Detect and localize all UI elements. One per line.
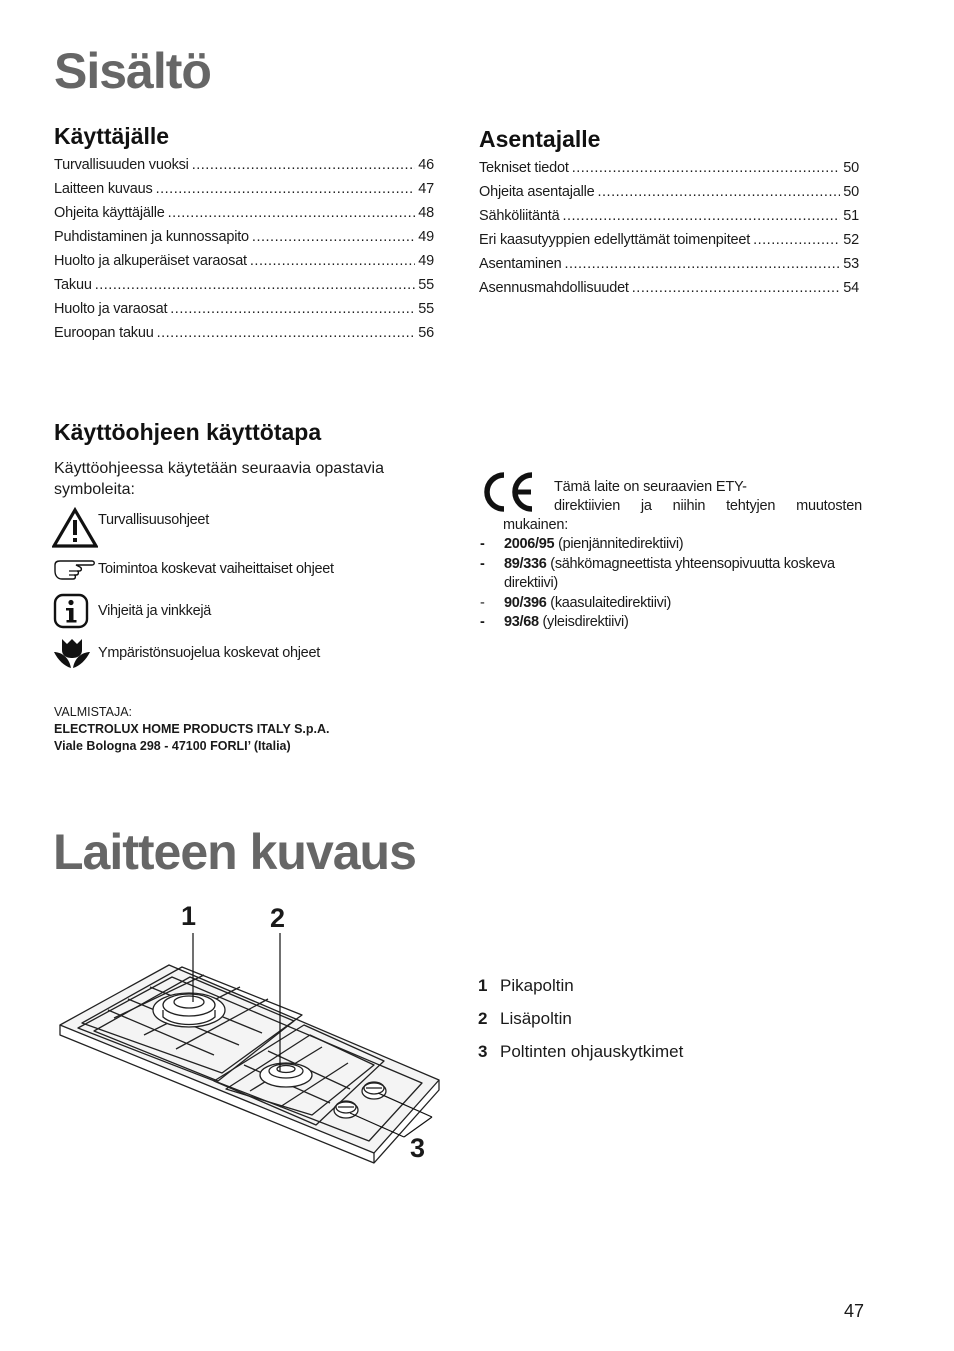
manufacturer-label: VALMISTAJA: xyxy=(54,705,133,719)
installer-toc xyxy=(479,160,859,304)
usage-intro: Käyttöohjeessa käytetään seuraavia opastavia symboleita: xyxy=(54,460,384,498)
toc-item[interactable]: Huolto ja alkuperäiset varaosat ..... 49 xyxy=(54,253,434,277)
directive-item: - 89/336 (sähkömagneettista yhteensopivuutta koskeva direktiivi) xyxy=(480,555,835,591)
directive-item: - 2006/95 (pienjännitedirektiivi) xyxy=(480,536,684,552)
symbol-row xyxy=(52,590,452,632)
warning-triangle-icon xyxy=(52,506,98,548)
directive-list xyxy=(480,535,866,633)
pointing-hand-icon xyxy=(52,557,98,581)
toc-item[interactable]: Eri kaasutyyppien edellyttämät toimenpiteet ..... 52 xyxy=(479,232,859,256)
toc-item[interactable]: Sähköliitäntä ..... 51 xyxy=(479,208,859,232)
legend-item: 3 Poltinten ohjauskytkimet xyxy=(478,1041,684,1061)
toc-item[interactable]: Puhdistaminen ja kunnossapito ..... 49 xyxy=(54,229,434,253)
symbol-row xyxy=(52,632,452,674)
page-number: 47 xyxy=(844,1301,865,1321)
toc-item[interactable]: Huolto ja varaosat ..... 55 xyxy=(54,301,434,325)
toc-item[interactable]: Ohjeita asentajalle ..... 50 xyxy=(479,184,859,208)
toc-item[interactable]: Asennusmahdollisuudet ..... 54 xyxy=(479,280,859,304)
ce-declaration-line3: mukainen: xyxy=(503,517,569,533)
manufacturer-name: ELECTROLUX HOME PRODUCTS ITALY S.p.A. xyxy=(54,722,330,736)
manufacturer-address: Viale Bologna 298 - 47100 FORLI’ (Italia) xyxy=(54,739,291,753)
toc-item[interactable]: Euroopan takuu ..... 56 xyxy=(54,325,434,349)
symbol-label: Vihjeitä ja vinkkejä xyxy=(98,603,212,619)
toc-item[interactable]: Ohjeita käyttäjälle ..... 48 xyxy=(54,205,434,229)
ce-declaration-line1: Tämä laite on seuraavien ETY- xyxy=(554,479,747,495)
diagram-legend xyxy=(478,969,778,1068)
user-section-heading: Käyttäjälle xyxy=(54,123,170,149)
toc-item[interactable]: Turvallisuuden vuoksi ..... 46 xyxy=(54,157,434,181)
legend-item: 1 Pikapoltin xyxy=(478,975,574,995)
directive-item: - 90/396 (kaasulaitedirektiivi) xyxy=(480,594,672,611)
info-icon xyxy=(52,593,98,629)
toc-item[interactable]: Takuu ..... 55 xyxy=(54,277,434,301)
symbol-list xyxy=(52,506,452,674)
symbol-label: Ympäristönsuojelua koskevat ohjeet xyxy=(98,645,320,661)
callout-1: 1 xyxy=(181,901,197,931)
symbol-row xyxy=(52,548,452,590)
toc-item[interactable]: Asentaminen ..... 53 xyxy=(479,256,859,280)
toc-item[interactable]: Tekniset tiedot ..... 50 xyxy=(479,160,859,184)
legend-item: 2 Lisäpoltin xyxy=(478,1008,572,1028)
callout-2: 2 xyxy=(270,903,286,933)
ce-mark-icon xyxy=(480,470,538,519)
section-title: Laitteen kuvaus xyxy=(53,824,416,880)
callout-3: 3 xyxy=(410,1133,426,1163)
ce-declaration-line2: direktiivien ja niihin tehtyjen muutosten xyxy=(554,498,862,514)
usage-section-heading: Käyttöohjeen käyttötapa xyxy=(54,419,322,445)
symbol-row xyxy=(52,506,452,548)
environment-flower-icon xyxy=(52,636,98,670)
directive-item: - 93/68 (yleisdirektiivi) xyxy=(480,614,629,630)
toc-item[interactable]: Laitteen kuvaus ..... 47 xyxy=(54,181,434,205)
hob-diagram xyxy=(54,895,454,1185)
page-title: Sisältö xyxy=(54,43,211,99)
symbol-label: Toimintoa koskevat vaiheittaiset ohjeet xyxy=(98,561,334,577)
installer-section-heading: Asentajalle xyxy=(479,126,601,152)
user-toc xyxy=(54,157,434,349)
symbol-label: Turvallisuusohjeet xyxy=(98,512,209,528)
